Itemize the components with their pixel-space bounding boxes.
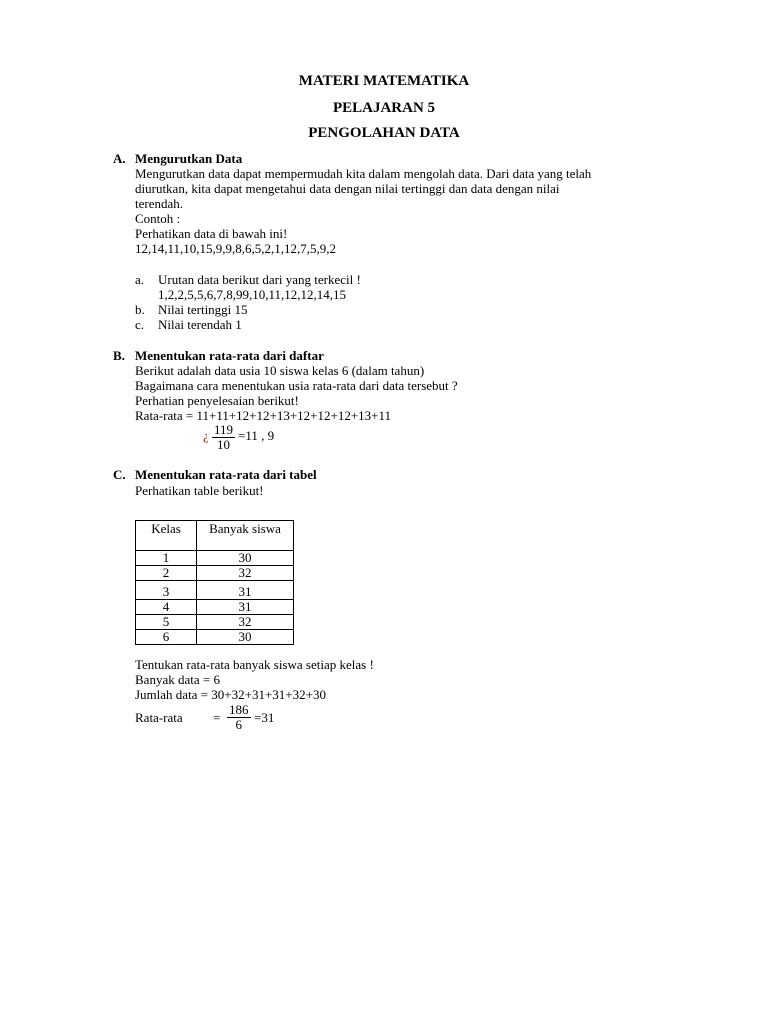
table-cell: 3	[136, 581, 197, 600]
section-b-heading: Menentukan rata-rata dari daftar	[135, 348, 324, 363]
table-row	[136, 630, 294, 645]
table-cell: 6	[136, 630, 197, 645]
example-label: Contoh :	[135, 211, 181, 226]
table-cell: 2	[136, 566, 197, 581]
lesson-number: PELAJARAN 5	[332, 100, 436, 116]
formula-result: =11 , 9	[238, 428, 275, 443]
list-item-text: Urutan data berikut dari yang terkecil !	[158, 272, 361, 287]
list-item-marker: a.	[135, 272, 145, 287]
table-row	[136, 551, 294, 566]
section-b-marker: B.	[113, 348, 125, 363]
list-item-marker: c.	[135, 317, 145, 332]
table-cell: 4	[136, 600, 197, 615]
section-b-line: Perhatian penyelesaian berikut!	[135, 393, 299, 408]
lesson-topic: PENGOLAHAN DATA	[308, 125, 460, 141]
list-item-text: Nilai tertinggi 15	[158, 302, 248, 317]
table-row	[136, 615, 294, 630]
sorted-data-list: 1,2,2,5,5,6,7,8,99,10,11,12,12,14,15	[158, 287, 347, 302]
section-a-paragraph-line: terendah.	[135, 196, 184, 211]
fraction-denominator: 10	[217, 437, 231, 452]
data-count: Banyak data = 6	[135, 672, 220, 687]
table-row	[136, 581, 294, 600]
question-text: Tentukan rata-rata banyak siswa setiap kelas !	[135, 657, 374, 672]
fraction-denominator: 6	[235, 717, 242, 732]
section-c-heading: Menentukan rata-rata dari tabel	[135, 467, 317, 482]
section-a-paragraph-line: Mengurutkan data dapat mempermudah kita dalam mengolah data. Dari data yang telah	[135, 166, 592, 181]
table-row	[136, 566, 294, 581]
list-item-text: Nilai terendah 1	[158, 317, 242, 332]
fraction-numerator: 119	[214, 422, 234, 437]
list-item-marker: b.	[135, 302, 145, 317]
fraction-186-over-6	[227, 703, 251, 732]
class-students-table	[135, 520, 294, 645]
table-row	[136, 600, 294, 615]
section-b-line: Bagaimana cara menentukan usia rata-rata dari data tersebut ?	[135, 378, 458, 393]
average-sum-expression: Rata-rata = 11+11+12+12+13+12+12+12+13+11	[135, 408, 392, 423]
fraction-numerator: 186	[229, 702, 249, 717]
formula-result: =31	[254, 710, 275, 725]
table-instruction: Perhatikan table berikut!	[135, 483, 264, 498]
table-cell: 32	[197, 615, 294, 630]
document-title: MATERI MATEMATIKA	[298, 73, 470, 89]
data-sum: Jumlah data = 30+32+31+31+32+30	[135, 687, 326, 702]
table-cell: 1	[136, 551, 197, 566]
section-c-marker: C.	[113, 467, 126, 482]
average-label: Rata-rata	[135, 710, 183, 725]
table-cell: 5	[136, 615, 197, 630]
section-a-paragraph-line: diurutkan, kita dapat mengetahui data dengan nilai tertinggi dan data dengan nilai	[135, 181, 560, 196]
table-cell: 32	[197, 566, 294, 581]
table-cell: 30	[197, 551, 294, 566]
table-cell: 31	[197, 581, 294, 600]
data-list: 12,14,11,10,15,9,9,8,6,5,2,1,12,7,5,9,2	[135, 241, 337, 256]
table-header-row	[136, 521, 294, 551]
section-a-marker: A.	[113, 151, 126, 166]
fraction-119-over-10	[212, 423, 235, 452]
section-a-heading: Mengurutkan Data	[135, 151, 243, 166]
table-cell: 30	[197, 630, 294, 645]
column-header-banyak-siswa: Banyak siswa	[197, 521, 294, 551]
equals-sign: =	[213, 710, 221, 725]
column-header-kelas: Kelas	[136, 521, 197, 551]
formula-prefix-glyph: ¿	[203, 428, 209, 443]
section-b-line: Berikut adalah data usia 10 siswa kelas 6 (dalam tahun)	[135, 363, 425, 378]
data-instruction: Perhatikan data di bawah ini!	[135, 226, 288, 241]
table-cell: 31	[197, 600, 294, 615]
